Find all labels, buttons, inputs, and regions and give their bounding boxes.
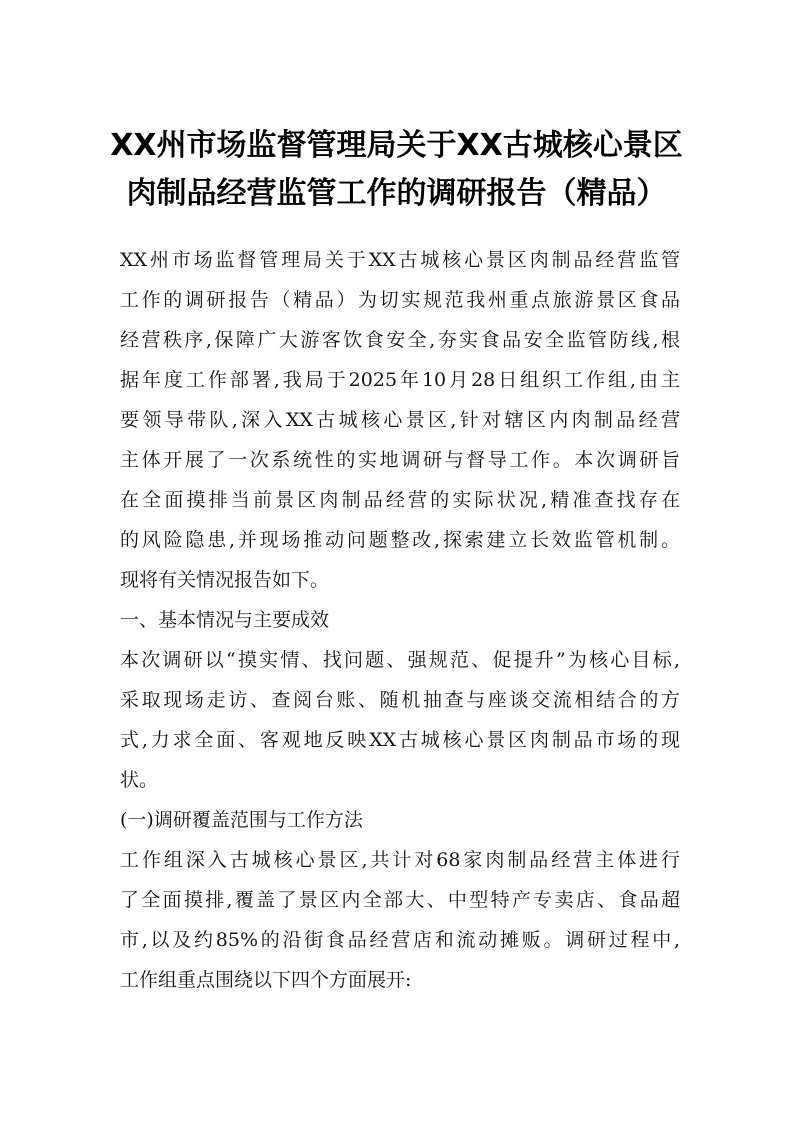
paragraph-line: XX州市场监督管理局关于XX古城核心景区肉制品经营监管: [120, 249, 680, 271]
paragraph-line: 状。: [120, 769, 159, 791]
paragraph-line: 经营秩序,保障广大游客饮食安全,夯实食品安全监管防线,根: [120, 329, 680, 351]
subsection-heading-text: (一)调研覆盖范围与工作方法: [120, 809, 363, 831]
paragraph-line: 市,以及约85%的沿街食品经营店和流动摊贩。调研过程中,: [120, 929, 680, 951]
document-title: [100, 122, 693, 218]
paragraph-line: 式,力求全面、客观地反映XX古城核心景区肉制品市场的现: [120, 729, 680, 751]
paragraph-line: 现将有关情况报告如下。: [120, 569, 330, 591]
paragraph-line: 据年度工作部署,我局于2025年10月28日组织工作组,由主: [120, 369, 680, 391]
paragraph-line: 本次调研以“摸实情、找问题、强规范、促提升”为核心目标,: [120, 649, 680, 671]
paragraph-line: 工作组深入古城核心景区,共计对68家肉制品经营主体进行: [120, 849, 680, 871]
section-1-paragraph: [120, 640, 680, 800]
paragraph-line: 工作组重点围绕以下四个方面展开:: [120, 969, 412, 991]
paragraph-line: 在全面摸排当前景区肉制品经营的实际状况,精准查找存在: [120, 489, 680, 511]
paragraph-line: 要领导带队,深入XX古城核心景区,针对辖区内肉制品经营: [120, 409, 680, 431]
title-line-1: XX州市场监督管理局关于XX古城核心景区: [110, 128, 683, 163]
paragraph-line: 了全面摸排,覆盖了景区内全部大、中型特产专卖店、食品超: [120, 889, 680, 911]
subsection-heading-1: [120, 800, 680, 840]
paragraph-line: 采取现场走访、查阅台账、随机抽查与座谈交流相结合的方: [120, 689, 680, 711]
paragraph-line: 的风险隐患,并现场推动问题整改,探索建立长效监管机制。: [120, 529, 680, 551]
title-line-2: 肉制品经营监管工作的调研报告（精品）: [126, 176, 667, 211]
section-heading-1: [120, 600, 680, 640]
intro-paragraph: [120, 240, 680, 600]
paragraph-line: 工作的调研报告（精品）为切实规范我州重点旅游景区食品: [120, 289, 680, 311]
section-heading-text: 一、基本情况与主要成效: [120, 609, 330, 631]
paragraph-line: 主体开展了一次系统性的实地调研与督导工作。本次调研旨: [120, 449, 680, 471]
subsection-1-paragraph: [120, 840, 680, 1000]
